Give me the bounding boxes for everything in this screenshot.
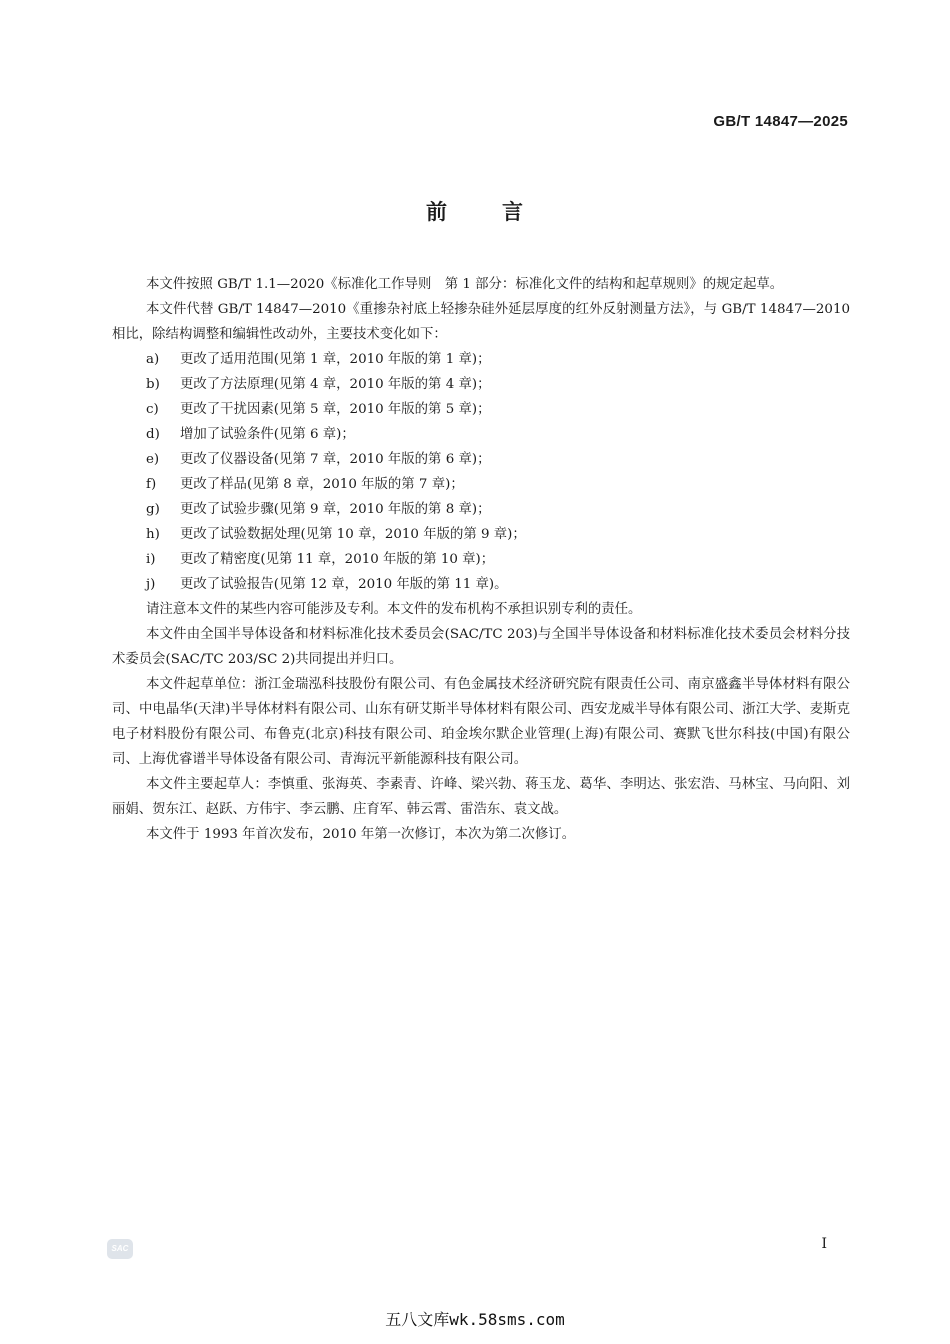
- paragraph-history: 本文件于 1993 年首次发布，2010 年第一次修订，本次为第二次修订。: [146, 827, 576, 842]
- list-item-text: 更改了仪器设备(见第 7 章，2010 年版的第 6 章)；: [180, 452, 491, 467]
- list-item-text: 增加了试验条件(见第 6 章)；: [180, 427, 355, 442]
- page-title: [0, 196, 950, 226]
- paragraph-proposer: 本文件由全国半导体设备和材料标准化技术委员会(SAC/TC 203)与全国半导体设备和材料标准化技术委员会材料分技术委员会(SAC/TC 203/SC 2)共同提出并归口。: [112, 627, 850, 667]
- paragraph-patent-notice: 请注意本文件的某些内容可能涉及专利。本文件的发布机构不承担识别专利的责任。: [146, 602, 642, 617]
- list-item-text: 更改了方法原理(见第 4 章，2010 年版的第 4 章)；: [180, 377, 491, 392]
- list-item-text: 更改了试验步骤(见第 9 章，2010 年版的第 8 章)；: [180, 502, 491, 517]
- list-item: [112, 447, 850, 472]
- list-item: [112, 547, 850, 572]
- list-marker: d): [146, 427, 160, 442]
- paragraph-drafting-rules: 本文件按照 GB/T 1.1—2020《标准化工作导则 第 1 部分：标准化文件的结构和起草规则》的规定起草。: [146, 277, 784, 292]
- list-item: [112, 497, 850, 522]
- list-marker: g): [146, 502, 160, 517]
- footer-watermark: 五八文库wk.58sms.com: [385, 1310, 565, 1329]
- list-item: [112, 397, 850, 422]
- list-marker: b): [146, 377, 160, 392]
- title-char-2: 言: [502, 200, 524, 224]
- list-marker: a): [146, 352, 160, 367]
- list-marker: i): [146, 552, 156, 567]
- list-marker: e): [146, 452, 160, 467]
- list-item-text: 更改了干扰因素(见第 5 章，2010 年版的第 5 章)；: [180, 402, 491, 417]
- document-body: [112, 272, 850, 847]
- list-marker: j): [146, 577, 156, 592]
- list-item: [112, 372, 850, 397]
- title-char-1: 前: [426, 200, 448, 224]
- list-item-text: 更改了适用范围(见第 1 章，2010 年版的第 1 章)；: [180, 352, 491, 367]
- paragraph-drafters: 本文件主要起草人：李慎重、张海英、李素青、许峰、梁兴勃、蒋玉龙、葛华、李明达、张宏浩、马林宝、马向阳、刘丽娟、贺东江、赵跃、方伟宇、李云鹏、庄育军、韩云霄、雷浩东、袁文战。: [112, 777, 850, 817]
- sac-logo: SAC: [107, 1239, 133, 1259]
- paragraph-drafting-units: 本文件起草单位：浙江金瑞泓科技股份有限公司、有色金属技术经济研究院有限责任公司、南京盛鑫半导体材料有限公司、中电晶华(天津)半导体材料有限公司、山东有研艾斯半导体材料有限公司、西安龙威半导体有限公司、浙江大学、麦斯克电子材料股份有限公司、布鲁克(北京)科技有限公司、珀金埃尔默企业管理(上海)有限公司、赛默飞世尔科技(中国)有限公司、上海优睿谱半导体设备有限公司、青海沅平新能源科技有限公司。: [112, 677, 850, 767]
- list-marker: c): [146, 402, 159, 417]
- changes-list: [112, 347, 850, 597]
- standard-number: GB/T 14847—2025: [713, 113, 848, 130]
- list-item: [112, 572, 850, 597]
- list-marker: f): [146, 477, 157, 492]
- list-item: [112, 522, 850, 547]
- list-item-text: 更改了精密度(见第 11 章，2010 年版的第 10 章)；: [180, 552, 495, 567]
- list-item-text: 更改了样品(见第 8 章，2010 年版的第 7 章)；: [180, 477, 464, 492]
- list-item: [112, 347, 850, 372]
- list-item: [112, 422, 850, 447]
- list-item: [112, 472, 850, 497]
- paragraph-replacement: 本文件代替 GB/T 14847—2010《重掺杂衬底上轻掺杂硅外延层厚度的红外反射测量方法》，与 GB/T 14847—2010 相比，除结构调整和编辑性改动外，主要技术变化如下：: [112, 302, 850, 342]
- list-item-text: 更改了试验数据处理(见第 10 章，2010 年版的第 9 章)；: [180, 527, 526, 542]
- list-item-text: 更改了试验报告(见第 12 章，2010 年版的第 11 章)。: [180, 577, 508, 592]
- page-number: I: [821, 1236, 827, 1252]
- list-marker: h): [146, 527, 160, 542]
